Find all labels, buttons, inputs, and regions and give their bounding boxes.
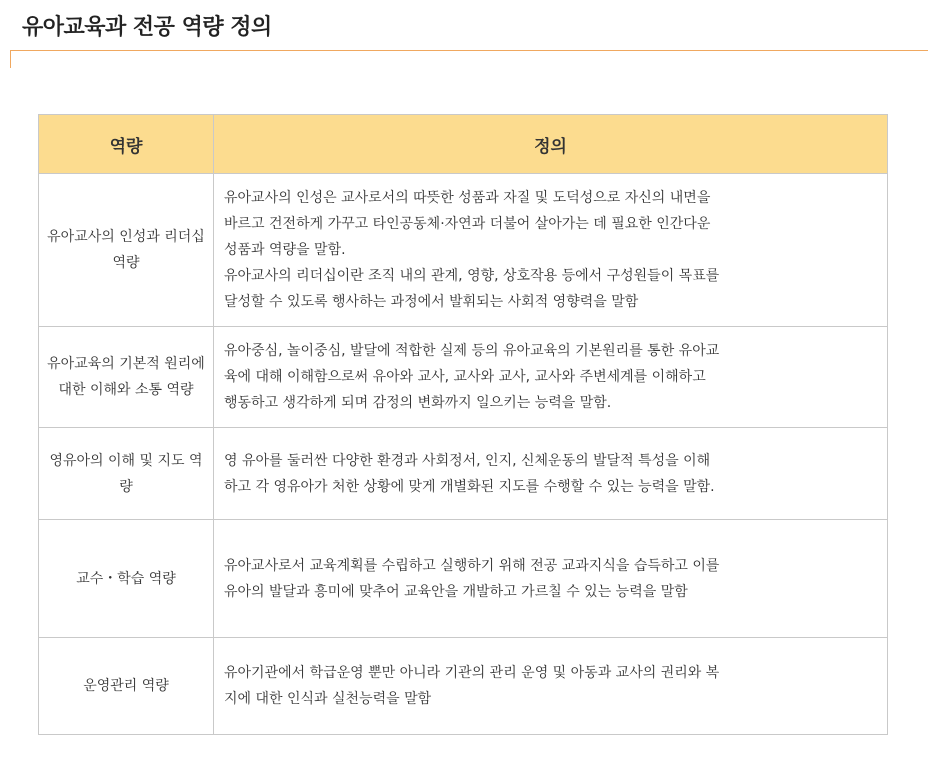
definition-line: 하고 각 영유아가 처한 상황에 맞게 개별화된 지도를 수행할 수 있는 능력을 말함. (224, 478, 715, 495)
competency-name: 유아교육의 기본적 원리에 대한 이해와 소통 역량 (39, 327, 214, 428)
table-row (39, 520, 888, 638)
definition-line: 유아기관에서 학급운영 뿐만 아니라 기관의 관리 운영 및 아동과 교사의 권리와 복 (224, 665, 720, 681)
competency-name: 유아교사의 인성과 리더십 역량 (39, 174, 214, 327)
competency-name: 영유아의 이해 및 지도 역량 (39, 428, 214, 520)
competency-definition (214, 327, 888, 428)
definition-line: 성품과 역량을 말함. (224, 242, 346, 258)
definition-line: 유아교사의 인성은 교사로서의 따뜻한 성품과 자질 및 도덕성으로 자신의 내면을 (224, 190, 711, 206)
definition-line: 달성할 수 있도록 행사하는 과정에서 발휘되는 사회적 영향력을 말함 (224, 294, 639, 310)
table-row (39, 327, 888, 428)
table-row (39, 638, 888, 735)
competency-definition (214, 174, 888, 327)
definition-line: 영 유아를 둘러싼 다양한 환경과 사회정서, 인지, 신체운동의 발달적 특성을 이해 (224, 452, 711, 469)
title-divider (10, 50, 928, 51)
table-row (39, 428, 888, 520)
definition-line: 유아교사로서 교육계획를 수립하고 실행하기 위해 전공 교과지식을 습득하고 이를 (224, 557, 720, 574)
definition-line: 육에 대해 이해함으로써 유아와 교사, 교사와 교사, 교사와 주변세계를 이해하고 (224, 369, 706, 385)
table-row (39, 174, 888, 327)
competency-definition (214, 638, 888, 735)
competency-name: 교수・학습 역량 (39, 520, 214, 638)
page-title: 유아교육과 전공 역량 정의 (22, 15, 272, 40)
definition-line: 유아중심, 놀이중심, 발달에 적합한 실제 등의 유아교육의 기본원리를 통한 유아교 (224, 343, 720, 359)
competency-name: 운영관리 역량 (39, 638, 214, 735)
header-definition: 정의 (214, 115, 888, 174)
table-header-row (39, 115, 888, 174)
definition-line: 유아교사의 리더십이란 조직 내의 관계, 영향, 상호작용 등에서 구성원들이 목표를 (224, 268, 720, 284)
header-competency: 역량 (39, 115, 214, 174)
title-divider-tick (10, 50, 11, 68)
definition-line: 지에 대한 인식과 실천능력을 말함 (224, 691, 432, 707)
definition-line: 유아의 발달과 흥미에 맞추어 교육안을 개발하고 가르칠 수 있는 능력을 말함 (224, 583, 688, 600)
competency-definition (214, 520, 888, 638)
definition-line: 바르고 건전하게 가꾸고 타인공동체·자연과 더불어 살아가는 데 필요한 인간다운 (224, 216, 711, 232)
definition-line: 행동하고 생각하게 되며 감정의 변화까지 일으키는 능력을 말함. (224, 395, 612, 411)
competency-definition (214, 428, 888, 520)
competency-table (38, 114, 888, 735)
